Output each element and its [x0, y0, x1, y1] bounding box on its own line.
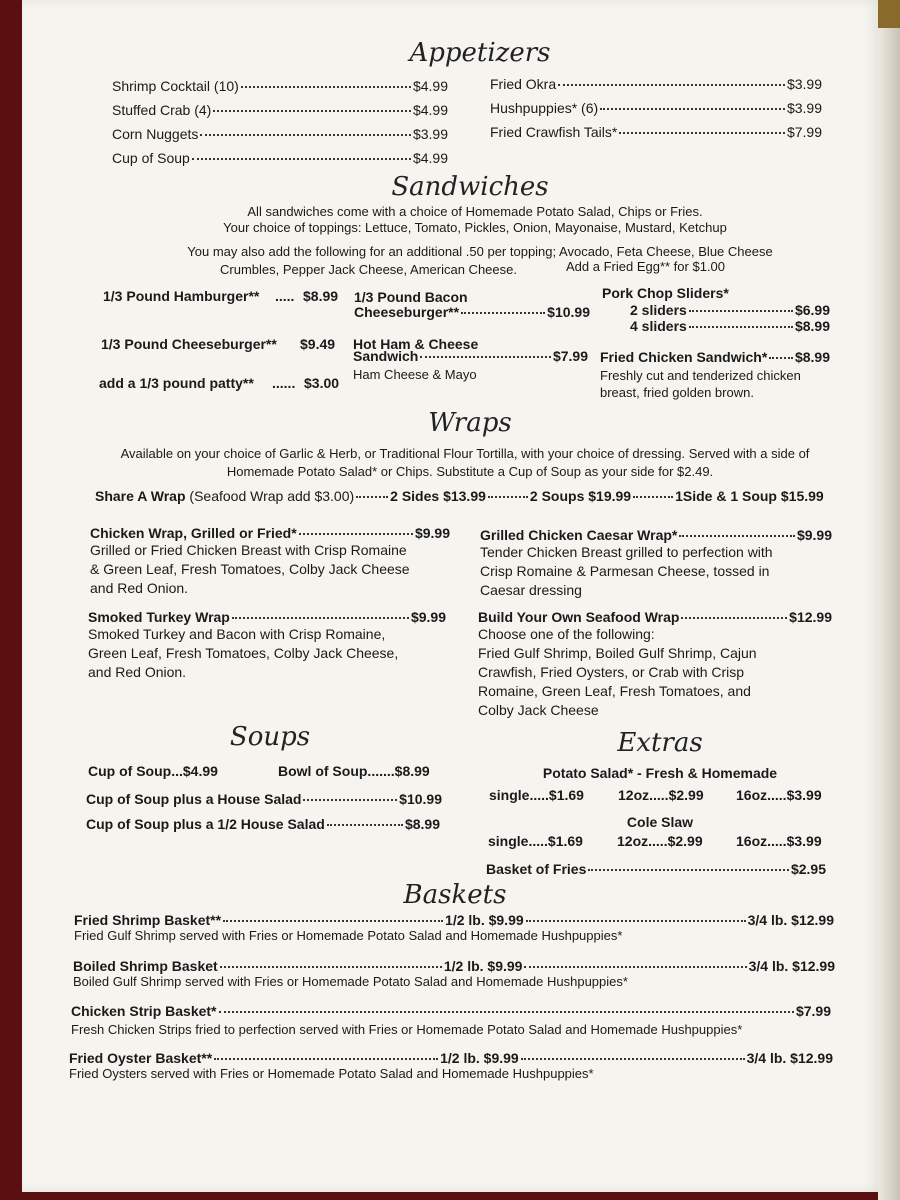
item-desc: Green Leaf, Fresh Tomatoes, Colby Jack Cheese, [88, 645, 399, 661]
item-name: Grilled Chicken Caesar Wrap* [480, 527, 678, 543]
potato-salad-title: Potato Salad* - Fresh & Homemade [542, 765, 778, 781]
item-row [73, 958, 835, 974]
hamcheese-desc: Ham Cheese & Mayo [353, 367, 477, 382]
item-price: 3/4 lb. $12.99 [748, 958, 835, 974]
sandwiches-title: Sandwiches [391, 172, 549, 202]
slaw-single: single.....$1.69 [488, 833, 583, 849]
wraps-intro-2: Homemade Potato Salad* or Chips. Substitute a Cup of Soup as your side for $2.49. [226, 464, 714, 479]
item-price: $3.99 [786, 76, 822, 92]
share-wrap-option: 2 Soups $19.99 [529, 488, 632, 504]
item-price: $10.99 [399, 791, 442, 807]
basket-fried-shrimp [74, 912, 834, 943]
patty-name: add a 1/3 pound patty** [99, 375, 254, 391]
hamburger-dots: ..... [275, 288, 295, 304]
wraps-title: Wraps [428, 408, 512, 438]
hamcheese-line1: Hot Ham & Cheese [353, 336, 479, 352]
item-price: $6.99 [794, 302, 830, 318]
patty-price: $3.00 [304, 375, 340, 391]
item-price: $8.99 [794, 349, 830, 365]
potato-16oz: 16oz.....$3.99 [736, 787, 822, 803]
item-desc: Romaine, Green Leaf, Fresh Tomatoes, and [478, 683, 751, 699]
item-price: $7.99 [786, 124, 822, 140]
item-desc: and Red Onion. [90, 580, 189, 596]
item-price: $4.99 [412, 102, 448, 118]
porkchop-name: Pork Chop Sliders* [602, 285, 729, 301]
frame-corner [878, 0, 900, 28]
share-wrap-option: 1Side & 1 Soup $15.99 [675, 488, 824, 504]
basket-fried-oyster [69, 1050, 833, 1081]
item-price: $9.99 [796, 527, 832, 543]
porkchop-opt1 [630, 302, 830, 318]
sandwiches-intro-4: Crumbles, Pepper Jack Cheese, American Cheese. [220, 262, 517, 277]
item-desc: Caesar dressing [480, 582, 582, 598]
share-wrap-name: Share A Wrap [95, 488, 186, 504]
cole-slaw-title: Cole Slaw [626, 814, 694, 830]
menu-item [112, 102, 448, 126]
item-name: Sandwich [353, 348, 419, 364]
item-name: 2 sliders [630, 302, 687, 318]
item-name: Corn Nuggets [112, 126, 199, 142]
item-name: Fried Shrimp Basket** [74, 912, 222, 928]
menu-item [490, 100, 822, 124]
caesar-wrap [480, 527, 832, 600]
item-row [74, 912, 834, 928]
basket-boiled-shrimp [73, 958, 835, 989]
item-name: Cup of Soup plus a 1/2 House Salad [86, 816, 325, 832]
item-desc: Fried Gulf Shrimp served with Fries or Homemade Potato Salad and Homemade Hushpuppies* [74, 928, 623, 943]
bacon-line2 [354, 304, 590, 320]
item-name: 4 sliders [630, 318, 687, 334]
cheeseburger-price: $9.49 [300, 336, 336, 352]
item-row [480, 527, 832, 543]
item-price: $3.99 [786, 100, 822, 116]
soup-half-salad [86, 816, 440, 832]
item-name: Chicken Wrap, Grilled or Fried* [90, 525, 297, 541]
item-desc: Crisp Romaine & Parmesan Cheese, tossed in [480, 563, 770, 579]
sandwiches-intro-3: You may also add the following for an additional .50 per topping; Avocado, Feta Cheese, Blue Cheese [187, 244, 773, 259]
item-desc: Fresh Chicken Strips fried to perfection served with Fries or Homemade Potato Salad and Homemade Hushpuppies* [71, 1022, 743, 1037]
item-desc: & Green Leaf, Fresh Tomatoes, Colby Jack Cheese [90, 561, 410, 577]
fried-egg-addon: Add a Fried Egg** for $1.00 [566, 259, 725, 274]
item-price: $4.99 [412, 78, 448, 94]
item-name: Fried Crawfish Tails* [490, 124, 618, 140]
turkey-wrap [88, 609, 446, 682]
menu-item [490, 124, 822, 148]
item-price: $4.99 [412, 150, 448, 166]
item-price: $12.99 [789, 609, 832, 625]
soup-house-salad [86, 791, 442, 807]
chicken-wrap [90, 525, 450, 598]
item-price: 1/2 lb. $9.99 [443, 958, 523, 974]
cheeseburger-name: 1/3 Pound Cheeseburger** [101, 336, 277, 352]
item-name: Basket of Fries [486, 861, 587, 877]
item-price: $2.95 [790, 861, 826, 877]
item-name: Fried Okra [490, 76, 557, 92]
sandwiches-intro-2: Your choice of toppings: Lettuce, Tomato, Pickles, Onion, Mayonaise, Mustard, Ketchup [223, 220, 727, 235]
item-price: $9.99 [414, 525, 450, 541]
slaw-16oz: 16oz.....$3.99 [736, 833, 822, 849]
basket-of-fries [486, 861, 826, 877]
menu-item [112, 126, 448, 150]
item-name: Fried Oyster Basket** [69, 1050, 213, 1066]
item-name: Fried Chicken Sandwich* [600, 349, 768, 365]
item-row [90, 525, 450, 541]
friedchicken-desc-2: breast, fried golden brown. [600, 385, 754, 400]
item-desc: Fried Oysters served with Fries or Homemade Potato Salad and Homemade Hushpuppies* [69, 1066, 594, 1081]
item-price: $10.99 [547, 304, 590, 320]
item-name: Boiled Shrimp Basket [73, 958, 218, 974]
menu-item [112, 78, 448, 102]
friedchicken-row [600, 349, 830, 365]
item-price: 3/4 lb. $12.99 [746, 1050, 834, 1066]
appetizers-left-list [112, 78, 448, 174]
basket-chicken-strip [71, 1003, 831, 1037]
page-edge [878, 0, 900, 1200]
share-wrap-note: (Seafood Wrap add $3.00) [189, 488, 355, 504]
item-name: Shrimp Cocktail (10) [112, 78, 239, 94]
item-desc: Smoked Turkey and Bacon with Crisp Romaine, [88, 626, 386, 642]
item-name: Stuffed Crab (4) [112, 102, 212, 118]
item-desc: Fried Gulf Shrimp, Boiled Gulf Shrimp, Cajun [478, 645, 757, 661]
seafood-wrap [478, 609, 832, 720]
share-wrap-row [95, 488, 840, 504]
slaw-12oz: 12oz.....$2.99 [617, 833, 703, 849]
item-price: 1/2 lb. $9.99 [440, 1050, 519, 1066]
extras-title: Extras [617, 728, 703, 758]
item-row [69, 1050, 833, 1066]
patty-dots: ...... [272, 375, 296, 391]
soups-title: Soups [229, 722, 311, 752]
item-row [88, 609, 446, 625]
menu-item [490, 76, 822, 100]
item-name: Build Your Own Seafood Wrap [478, 609, 680, 625]
porkchop-opt2 [630, 318, 830, 334]
item-row [478, 609, 832, 625]
item-price: 3/4 lb. $12.99 [747, 912, 835, 928]
bacon-line1: 1/3 Pound Bacon [354, 289, 468, 305]
item-price: $8.99 [404, 816, 440, 832]
hamburger-price: $8.99 [303, 288, 339, 304]
hamcheese-line2 [353, 348, 588, 364]
item-name: Cheeseburger** [354, 304, 460, 320]
hamburger-name: 1/3 Pound Hamburger** [103, 288, 260, 304]
baskets-title: Baskets [403, 880, 507, 910]
item-name: Cup of Soup plus a House Salad [86, 791, 302, 807]
appetizers-right-list [490, 76, 822, 148]
item-price: $7.99 [552, 348, 588, 364]
share-wrap-option: 2 Sides $13.99 [390, 488, 486, 504]
item-name: Cup of Soup [112, 150, 190, 166]
item-desc: Colby Jack Cheese [478, 702, 599, 718]
item-price: $3.99 [412, 126, 448, 142]
item-name: Smoked Turkey Wrap [88, 609, 230, 625]
item-price: $7.99 [795, 1003, 831, 1019]
potato-single: single.....$1.69 [489, 787, 584, 803]
item-desc: Choose one of the following: [478, 626, 655, 642]
item-desc: and Red Onion. [88, 664, 187, 680]
wraps-intro-1: Available on your choice of Garlic & Herb, or Traditional Flour Tortilla, with your choice of dressing. Served with a side of [120, 446, 810, 461]
cup-of-soup: Cup of Soup...$4.99 [88, 763, 218, 779]
item-desc: Tender Chicken Breast grilled to perfection with [480, 544, 773, 560]
sandwiches-intro-1: All sandwiches come with a choice of Homemade Potato Salad, Chips or Fries. [247, 204, 703, 219]
potato-12oz: 12oz.....$2.99 [618, 787, 704, 803]
item-desc: Grilled or Fried Chicken Breast with Crisp Romaine [90, 542, 407, 558]
item-desc: Crawfish, Fried Oysters, or Crab with Crisp [478, 664, 745, 680]
item-desc: Boiled Gulf Shrimp served with Fries or Homemade Potato Salad and Homemade Hushpuppies* [73, 974, 628, 989]
item-price: $9.99 [410, 609, 446, 625]
friedchicken-desc-1: Freshly cut and tenderized chicken [600, 368, 801, 383]
item-row [71, 1003, 831, 1019]
item-name: Chicken Strip Basket* [71, 1003, 217, 1019]
item-price: $8.99 [794, 318, 830, 334]
appetizers-title: Appetizers [409, 38, 551, 68]
item-price: 1/2 lb. $9.99 [445, 912, 524, 928]
menu-item [112, 150, 448, 174]
bowl-of-soup: Bowl of Soup.......$8.99 [278, 763, 430, 779]
item-name: Hushpuppies* (6) [490, 100, 599, 116]
